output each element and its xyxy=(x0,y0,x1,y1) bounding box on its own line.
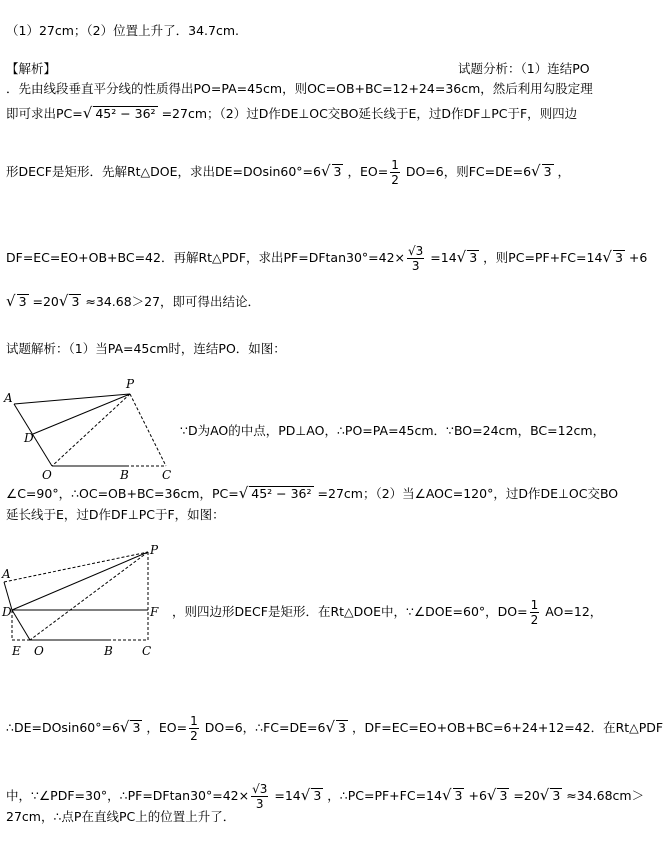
frac-num: 1 xyxy=(391,158,399,172)
fraction-half xyxy=(530,598,540,627)
frac-den: 2 xyxy=(530,613,539,627)
solution-line-7: 27cm，∴点P在直线PC上的位置上升了． xyxy=(6,809,236,824)
analysis-l2a: 即可求出PC= xyxy=(6,106,83,121)
label-f: F xyxy=(150,605,159,619)
fraction-sqrt3-over-3 xyxy=(251,782,268,811)
analysis-l3c: DO=6，则FC=DE=6 xyxy=(405,164,532,179)
solution-line-2 xyxy=(6,484,618,503)
frac-num: 1 xyxy=(530,598,539,612)
answer-part2: （2）位置上升了．34.7cm. xyxy=(86,23,239,38)
analysis-l3d: ， xyxy=(557,164,571,179)
radicand: 3 xyxy=(71,294,80,309)
analysis-l2b: =27cm；（2）过D作DE⊥OC交BO延长线于E，过D作DF⊥PC于F，则四边 xyxy=(161,106,578,121)
radicand: 45² − 36² xyxy=(95,106,156,121)
fraction-half xyxy=(189,714,199,743)
analysis-l5b: ≈34.68＞27，即可得出结论． xyxy=(85,294,261,309)
analysis-l3a: 形DECF是矩形．先解Rt△DOE，求出DE=DOsin60°=6 xyxy=(6,164,321,179)
radicand: 3 xyxy=(543,164,552,179)
analysis-l4a: DF=EC=EO+OB+BC=42．再解Rt△PDF，求出PF=DFtan30°=42× xyxy=(6,250,406,265)
answer-part1: （1）27cm； xyxy=(6,23,87,38)
solution-s6d: +6 xyxy=(468,788,487,803)
radical-sign: √ xyxy=(531,162,541,180)
segment-do xyxy=(12,610,30,640)
solution-s4b: AO=12， xyxy=(545,604,603,619)
analysis-line-3 xyxy=(6,158,570,187)
solution-s5a: ∴DE=DOsin60°=6 xyxy=(6,720,120,735)
solution-line-6 xyxy=(6,782,644,811)
segment-ap xyxy=(14,394,130,404)
analysis-l4d: +6 xyxy=(628,250,648,265)
segment-pc-dashed xyxy=(130,394,166,466)
analysis-l3b: ，EO= xyxy=(347,164,389,179)
analysis-line-5 xyxy=(6,292,260,311)
radicand: 3 xyxy=(454,788,463,803)
label-c: C xyxy=(162,468,172,482)
frac-den: 3 xyxy=(411,259,420,273)
analysis-l5a: =20 xyxy=(32,294,59,309)
segment-pd xyxy=(33,394,130,434)
solution-s6b: =14 xyxy=(274,788,301,803)
frac-num: √3 xyxy=(252,782,268,796)
radicand: 3 xyxy=(614,250,623,265)
solution-s6f: ≈34.68cm＞ xyxy=(566,788,645,803)
fraction-sqrt3-over-3 xyxy=(407,244,424,273)
segment-ap-dashed xyxy=(4,552,148,582)
radical-sign: √ xyxy=(300,786,311,804)
solution-s5d: ，DF=EC=EO+OB+BC=6+24+12=42．在Rt△PDF xyxy=(351,720,663,735)
solution-s4a: ，则四边形DECF是矩形．在Rt△DOE中，∵∠DOE=60°，DO= xyxy=(172,604,528,619)
radicand: 3 xyxy=(552,788,561,803)
radicand: 3 xyxy=(338,720,346,735)
radical-sign: √ xyxy=(456,248,467,266)
analysis-line-1: ．先由线段垂直平分线的性质得出PO=PA=45cm，则OC=OB+BC=12+24=36cm，然后利用勾股定理 xyxy=(6,81,593,96)
solution-line-5 xyxy=(6,714,663,743)
analysis-title: 试题分析：（1）连结PO xyxy=(458,61,590,76)
analysis-header: 【解析】 xyxy=(6,61,57,76)
solution-line-3: 延长线于E，过D作DF⊥PC于F，如图： xyxy=(6,507,225,522)
analysis-l4c: ，则PC=PF+FC=14 xyxy=(483,250,603,265)
label-d: D xyxy=(24,431,34,445)
label-b: B xyxy=(120,468,129,482)
radical-sign: √ xyxy=(325,718,335,736)
solution-s6c: ，∴PC=PF+FC=14 xyxy=(327,788,442,803)
solution-line-1: ∵D为AO的中点，PD⊥AO，∴PO=PA=45cm．∵BO=24cm，BC=12cm， xyxy=(180,423,606,438)
frac-den: 2 xyxy=(391,173,399,187)
radical-sign: √ xyxy=(602,248,612,266)
segment-po-dashed xyxy=(30,552,148,640)
radicand: 3 xyxy=(333,164,342,179)
radical-sign: √ xyxy=(119,718,130,736)
radical-sign: √ xyxy=(441,786,452,804)
radicand: 45² − 36² xyxy=(251,486,312,501)
label-o: O xyxy=(42,468,52,482)
fraction-half xyxy=(390,158,400,187)
radical-sign: √ xyxy=(82,104,93,122)
analysis-line-2 xyxy=(6,104,577,123)
radicand: 3 xyxy=(132,720,141,735)
solution-s2a: ∠C=90°，∴OC=OB+BC=36cm，PC= xyxy=(6,486,239,501)
analysis-line-4 xyxy=(6,244,647,273)
radical-sign: √ xyxy=(6,292,16,310)
frac-num: √3 xyxy=(408,244,424,258)
analysis-l4b: =14 xyxy=(430,250,457,265)
frac-num: 1 xyxy=(190,714,198,728)
label-d: D xyxy=(2,605,12,619)
solution-line-4 xyxy=(172,598,602,627)
geometry-figure-2 xyxy=(0,540,170,662)
segment-po-dashed xyxy=(52,394,130,466)
solution-intro: 试题解析：（1）当PA=45cm时，连结PO．如图： xyxy=(6,341,286,356)
radicand: 3 xyxy=(18,294,27,309)
label-a: A xyxy=(2,567,11,581)
radical-sign: √ xyxy=(238,484,249,502)
label-a: A xyxy=(4,391,13,405)
segment-dp xyxy=(12,552,148,610)
frac-den: 2 xyxy=(190,729,198,743)
radical-sign: √ xyxy=(486,786,497,804)
label-p: P xyxy=(126,377,135,391)
radicand: 3 xyxy=(469,250,478,265)
radical-sign: √ xyxy=(58,292,69,310)
label-e: E xyxy=(12,644,21,658)
geometry-figure-1 xyxy=(0,372,180,484)
label-b: B xyxy=(104,644,113,658)
radical-sign: √ xyxy=(539,786,550,804)
solution-s5c: DO=6，∴FC=DE=6 xyxy=(204,720,326,735)
solution-s2b: =27cm；（2）当∠AOC=120°，过D作DE⊥OC交BO xyxy=(317,486,619,501)
radicand: 3 xyxy=(499,788,508,803)
label-c: C xyxy=(142,644,152,658)
label-o: O xyxy=(34,644,44,658)
solution-s6a: 中，∵∠PDF=30°，∴PF=DFtan30°=42× xyxy=(6,788,250,803)
solution-s5b: ，EO= xyxy=(146,720,188,735)
solution-s6e: =20 xyxy=(513,788,540,803)
radical-sign: √ xyxy=(320,162,331,180)
radicand: 3 xyxy=(313,788,322,803)
frac-den: 3 xyxy=(255,797,264,811)
label-p: P xyxy=(150,543,159,557)
answer-line xyxy=(6,22,239,40)
